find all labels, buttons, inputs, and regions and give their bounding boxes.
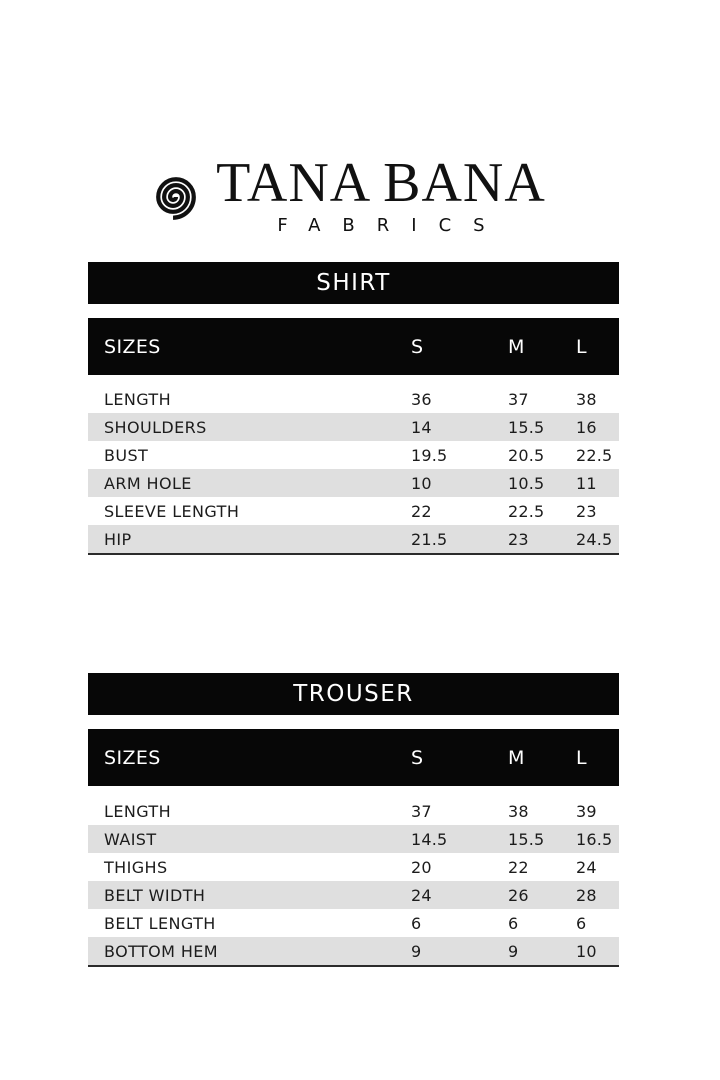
row-label: ARM HOLE: [104, 473, 192, 493]
brand-tagline: FABRICS: [277, 215, 507, 236]
table-row: [88, 881, 619, 909]
row-value-l: 24: [576, 857, 597, 877]
table-row: [88, 525, 619, 553]
row-value-s: 37: [411, 801, 432, 821]
row-value-l: 23: [576, 501, 597, 521]
row-label: THIGHS: [104, 857, 168, 877]
row-value-m: 22.5: [508, 501, 545, 521]
column-header-sizes: SIZES: [104, 746, 161, 769]
table-row: [88, 853, 619, 881]
row-value-s: 36: [411, 389, 432, 409]
row-value-l: 28: [576, 885, 597, 905]
column-header-l: L: [576, 335, 587, 358]
spiral-icon: [154, 173, 198, 221]
row-value-s: 22: [411, 501, 432, 521]
row-value-m: 6: [508, 913, 519, 933]
shirt-title: SHIRT: [316, 270, 391, 296]
row-value-m: 15.5: [508, 829, 545, 849]
row-label: LENGTH: [104, 389, 172, 409]
row-label: BELT WIDTH: [104, 885, 206, 905]
row-value-l: 22.5: [576, 445, 613, 465]
row-value-s: 14.5: [411, 829, 448, 849]
table-row: [88, 937, 619, 965]
row-value-l: 10: [576, 941, 597, 961]
column-header-s: S: [411, 746, 424, 769]
row-value-m: 20.5: [508, 445, 545, 465]
row-value-m: 10.5: [508, 473, 545, 493]
shirt-sizes-header: [88, 318, 619, 375]
row-value-s: 20: [411, 857, 432, 877]
row-value-m: 38: [508, 801, 529, 821]
table-row: [88, 497, 619, 525]
row-value-l: 16.5: [576, 829, 613, 849]
row-value-s: 6: [411, 913, 422, 933]
row-value-s: 10: [411, 473, 432, 493]
table-row: [88, 797, 619, 825]
table-row: [88, 909, 619, 937]
column-header-m: M: [508, 746, 525, 769]
brand-name: TANA BANA: [216, 152, 546, 214]
row-value-m: 23: [508, 529, 529, 549]
row-value-l: 38: [576, 389, 597, 409]
row-value-s: 21.5: [411, 529, 448, 549]
logo-text: [216, 152, 546, 236]
table-row: [88, 441, 619, 469]
brand-logo: [0, 152, 720, 236]
row-label: SHOULDERS: [104, 417, 207, 437]
row-label: WAIST: [104, 829, 157, 849]
row-value-l: 24.5: [576, 529, 613, 549]
table-row: [88, 825, 619, 853]
row-value-m: 9: [508, 941, 519, 961]
row-label: BELT LENGTH: [104, 913, 216, 933]
table-row: [88, 469, 619, 497]
logo-lockup: [154, 152, 546, 236]
row-value-s: 14: [411, 417, 432, 437]
row-label: BUST: [104, 445, 149, 465]
column-header-m: M: [508, 335, 525, 358]
row-value-l: 39: [576, 801, 597, 821]
shirt-table: [88, 385, 619, 555]
column-header-sizes: SIZES: [104, 335, 161, 358]
trouser-title: TROUSER: [293, 681, 414, 707]
trouser-table: [88, 797, 619, 967]
row-value-s: 24: [411, 885, 432, 905]
row-value-s: 9: [411, 941, 422, 961]
row-value-m: 37: [508, 389, 529, 409]
table-row: [88, 413, 619, 441]
row-label: HIP: [104, 529, 132, 549]
column-header-s: S: [411, 335, 424, 358]
row-value-m: 22: [508, 857, 529, 877]
row-value-s: 19.5: [411, 445, 448, 465]
row-label: SLEEVE LENGTH: [104, 501, 240, 521]
trouser-title-bar: [88, 673, 619, 715]
column-header-l: L: [576, 746, 587, 769]
row-value-m: 15.5: [508, 417, 545, 437]
row-value-l: 11: [576, 473, 597, 493]
shirt-title-bar: [88, 262, 619, 304]
row-label: LENGTH: [104, 801, 172, 821]
row-value-m: 26: [508, 885, 529, 905]
row-value-l: 6: [576, 913, 587, 933]
row-label: BOTTOM HEM: [104, 941, 218, 961]
row-value-l: 16: [576, 417, 597, 437]
table-row: [88, 385, 619, 413]
trouser-sizes-header: [88, 729, 619, 786]
